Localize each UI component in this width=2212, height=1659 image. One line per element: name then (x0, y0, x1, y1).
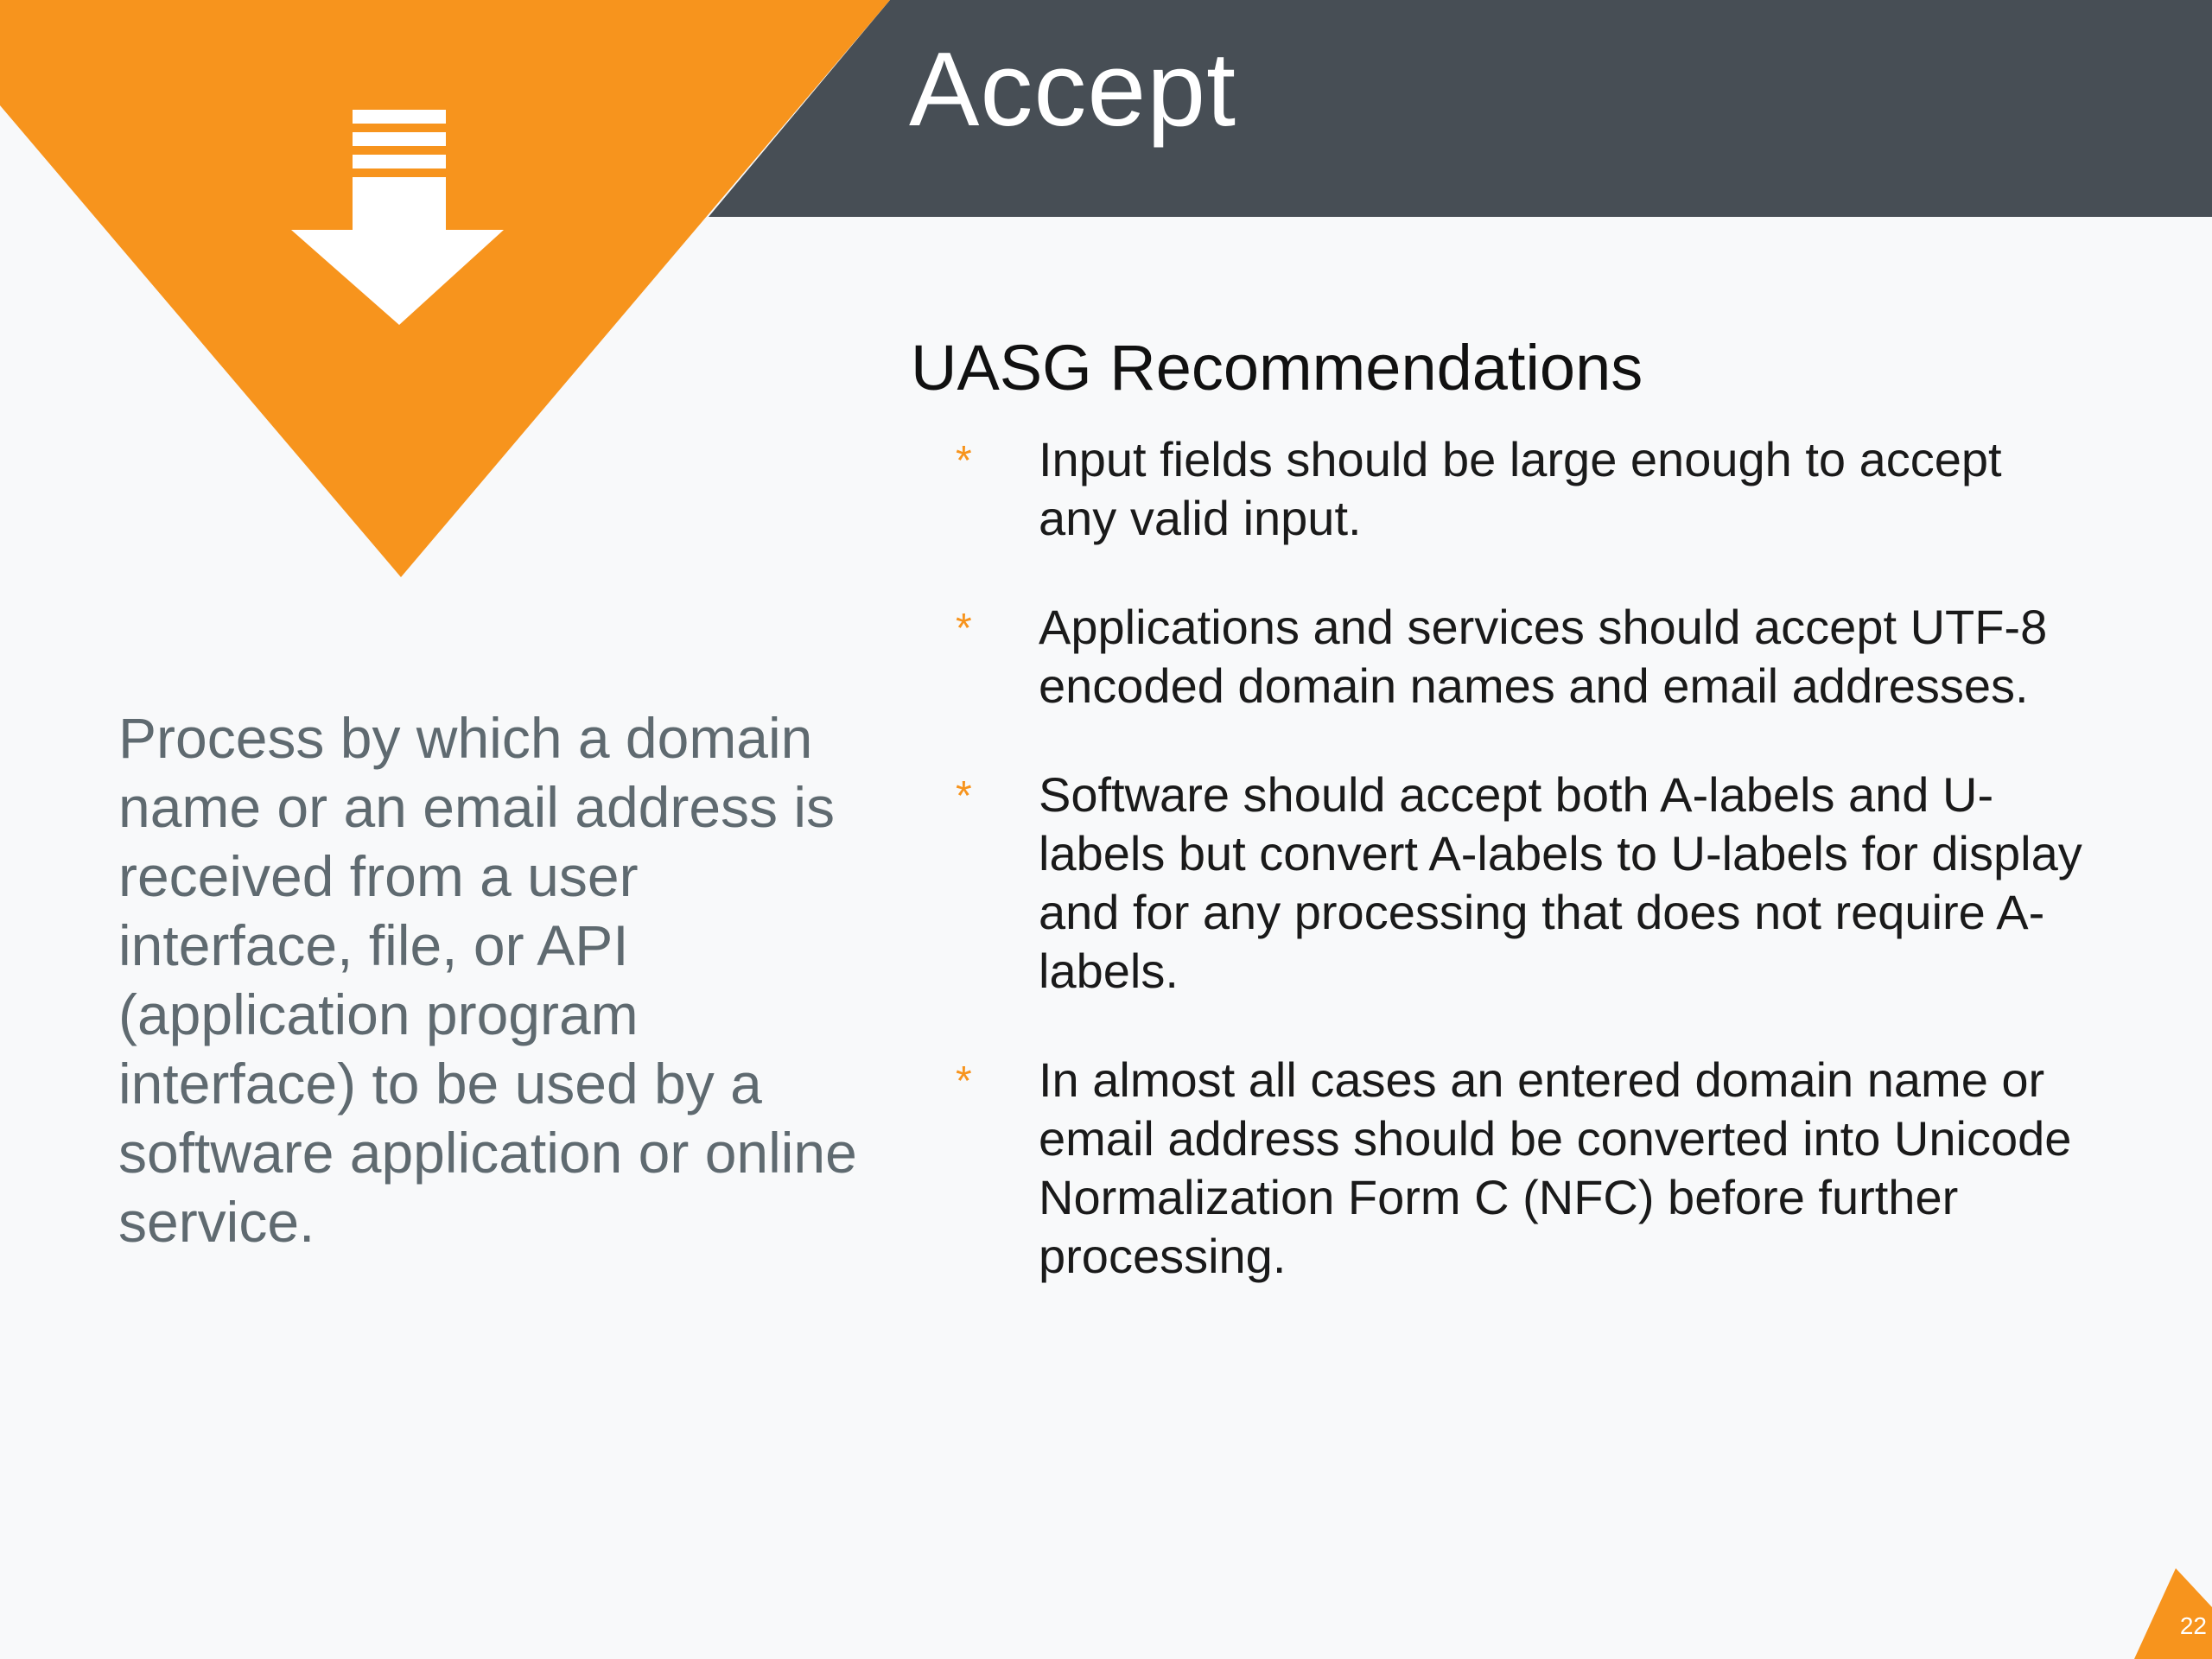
list-item (950, 766, 2091, 1001)
page-number: 22 (2179, 1612, 2207, 1639)
list-item-text: In almost all cases an entered domain name or email address should be converted into Unicode Normalization Form C (NFC) before further processing. (1039, 1052, 2072, 1283)
section-heading: UASG Recommendations (911, 332, 1643, 404)
list-item-text: Software should accept both A-labels and U-labels but convert A-labels to U-labels for display and for any processing that does not require A-labels. (1039, 767, 2082, 998)
list-item (950, 598, 2091, 715)
bullet-marker: * (956, 773, 972, 819)
recommendations-list (950, 430, 2091, 1336)
bullet-marker: * (956, 438, 972, 484)
slide-title: Accept (909, 30, 1236, 148)
definition-text: Process by which a domain name or an email address is received from a user interface, file, or API (application program interface) to be used by a software application or online service. (118, 706, 857, 1254)
bullet-marker: * (956, 1058, 972, 1104)
list-item (950, 1051, 2091, 1286)
list-item-text: Input fields should be large enough to accept any valid input. (1039, 432, 2002, 545)
list-item (950, 430, 2091, 548)
orange-triangle (0, 0, 890, 577)
bullet-marker: * (956, 606, 972, 652)
list-item-text: Applications and services should accept UTF-8 encoded domain names and email addresses. (1039, 600, 2048, 713)
